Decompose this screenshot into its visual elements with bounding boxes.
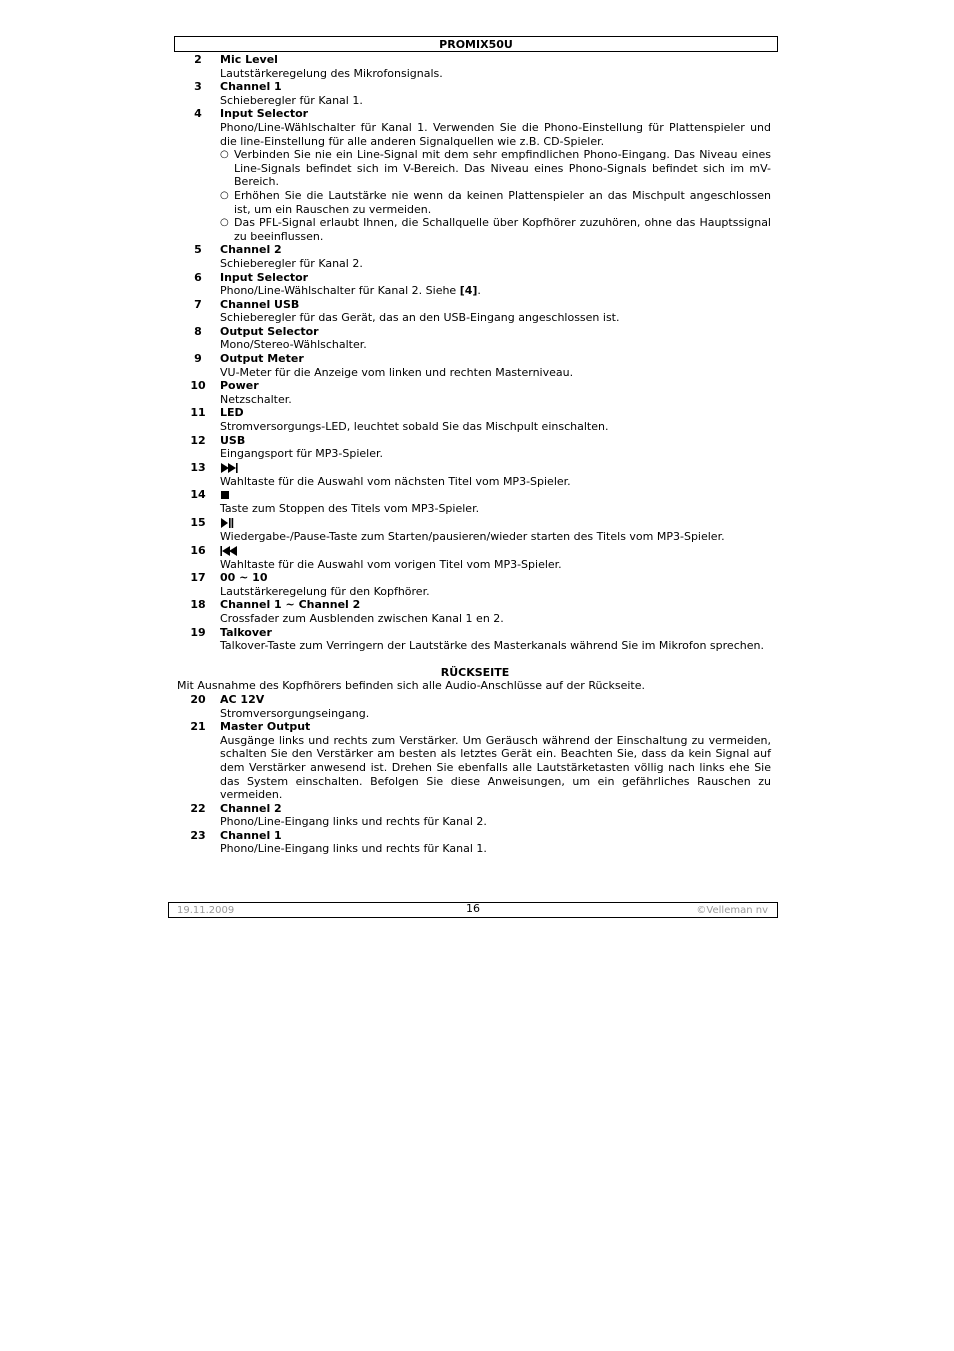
- item-description: [220, 284, 771, 298]
- section-intro: Mit Ausnahme des Kopfhörers befinden sich alle Audio-Anschlüsse auf der Rückseite.: [177, 679, 645, 693]
- circle-bullet-icon: ○: [220, 189, 229, 201]
- next-track-icon: [220, 463, 238, 473]
- bullet-item: [220, 148, 771, 189]
- list-item-21: [176, 720, 772, 802]
- item-description: Lautstärkeregelung des Mikrofonsignals.: [220, 66, 443, 80]
- list-item-8: [176, 325, 772, 352]
- item-description: Wiedergabe-/Pause-Taste zum Starten/pausieren/wieder starten des Titels vom MP3-Spieler.: [220, 530, 725, 543]
- item-title: Master Output: [220, 720, 311, 734]
- item-number: 18: [190, 598, 206, 612]
- item-number: 6: [194, 270, 202, 284]
- item-description-text: Phono/Line-Wählschalter für Kanal 2. Siehe: [220, 284, 460, 298]
- product-title: PROMIX50U: [439, 38, 513, 51]
- item-title: Talkover: [220, 625, 272, 639]
- item-title: LED: [220, 406, 244, 420]
- bullet-text: Erhöhen Sie die Lautstärke nie wenn da keinen Plattenspieler an das Mischpult angeschlossen ist, um ein Rauschen zu vermeiden.: [234, 188, 771, 216]
- play-pause-icon: [220, 518, 234, 528]
- item-description: Ausgänge links und rechts zum Verstärker. Um Geräusch während der Einschaltung zu vermeiden, schalten Sie den Verstärker am besten als letztes Gerät ein. Beachten Sie, dass da kein Signal auf dem Verstärker anwesend ist. Drehen Sie ebenfalls alle Lautstärketasten völlig nach links ehe Sie das System einschalten. Befolgen Sie diese Anweisungen, um ein gefährliches Rauschen zu vermeiden.: [220, 733, 771, 802]
- item-title: Output Meter: [220, 352, 304, 366]
- item-description: Schieberegler für Kanal 1.: [220, 93, 363, 107]
- item-description: Wahltaste für die Auswahl vom vorigen Titel vom MP3-Spieler.: [220, 557, 562, 571]
- list-item-16: [176, 544, 772, 572]
- item-description: Phono/Line-Eingang links und rechts für Kanal 2.: [220, 815, 487, 829]
- list-item-12: [176, 434, 772, 461]
- item-number: 19: [190, 625, 206, 639]
- item-title: Power: [220, 379, 259, 393]
- list-item-9: [176, 352, 772, 379]
- previous-track-icon: [220, 546, 238, 556]
- item-number: 17: [190, 571, 206, 585]
- cross-reference: [4]: [459, 284, 478, 298]
- list-item-22: [176, 802, 772, 829]
- item-number: 2: [194, 53, 202, 66]
- item-title: Mic Level: [220, 53, 278, 66]
- item-number: 14: [190, 488, 206, 502]
- stop-icon: [220, 490, 230, 500]
- item-description: Phono/Line-Wählschalter für Kanal 1. Verwenden Sie die Phono-Einstellung für Plattenspieler und die line-Einstellung für alle anderen Signalquellen wie z.B. CD-Spieler.: [220, 120, 771, 148]
- list-item-20: [176, 693, 772, 720]
- item-number: 20: [190, 692, 206, 706]
- item-description-end: .: [477, 284, 481, 298]
- item-number: 22: [190, 801, 206, 815]
- item-number: 12: [190, 433, 206, 447]
- list-item-10: [176, 379, 772, 406]
- item-title: Input Selector: [220, 107, 309, 121]
- bullet-text: Verbinden Sie nie ein Line-Signal mit dem sehr empfindlichen Phono-Eingang. Das Niveau eines Line-Signals befindet sich im V-Bereich. Das Niveau eines Phono-Signals befindet sich im mV-Bereich.: [234, 148, 771, 189]
- section-heading: RÜCKSEITE: [440, 665, 510, 679]
- item-description: Lautstärkeregelung für den Kopfhörer.: [220, 584, 430, 598]
- item-number: 8: [194, 324, 202, 338]
- item-description: Eingangsport für MP3-Spieler.: [220, 447, 384, 461]
- item-number: 3: [194, 80, 202, 94]
- list-item-11: [176, 406, 772, 433]
- item-title: AC 12V: [220, 692, 265, 706]
- item-description: Phono/Line-Eingang links und rechts für Kanal 1.: [220, 842, 487, 856]
- item-number: 4: [194, 107, 202, 121]
- item-title: 00 ~ 10: [220, 571, 268, 585]
- bullet-list: [220, 148, 771, 243]
- list-item-7: [176, 298, 772, 325]
- list-item-23: [176, 829, 772, 856]
- circle-bullet-icon: ○: [220, 217, 229, 229]
- item-description: VU-Meter für die Anzeige vom linken und rechten Masterniveau.: [220, 365, 574, 379]
- item-title: Channel 2: [220, 243, 282, 257]
- list-item-19: [176, 626, 772, 653]
- item-number: 9: [194, 352, 202, 366]
- list-item-14: [176, 488, 772, 516]
- list-item-18: [176, 598, 772, 625]
- item-description: Netzschalter.: [220, 392, 292, 406]
- list-item-13: [176, 461, 772, 489]
- item-description: Schieberegler für das Gerät, das an den USB-Eingang angeschlossen ist.: [220, 311, 620, 325]
- list-item-4: [176, 107, 772, 243]
- item-description: Stromversorgungseingang.: [220, 706, 370, 720]
- item-description: Wahltaste für die Auswahl vom nächsten Titel vom MP3-Spieler.: [220, 474, 571, 488]
- list-item-5: [176, 243, 772, 270]
- item-number: 5: [194, 243, 202, 257]
- list-item-17: [176, 571, 772, 598]
- item-description: Taste zum Stoppen des Titels vom MP3-Spieler.: [220, 502, 480, 516]
- document-footer: [168, 902, 778, 918]
- item-number: 23: [190, 828, 206, 842]
- item-title: Channel USB: [220, 297, 300, 311]
- item-description: Mono/Stereo-Wählschalter.: [220, 338, 367, 352]
- footer-date: 19.11.2009: [177, 905, 235, 916]
- footer-copyright: ©Velleman nv: [696, 905, 768, 916]
- item-description: Schieberegler für Kanal 2.: [220, 256, 363, 270]
- bullet-item: [220, 216, 771, 243]
- page-number: 16: [466, 902, 480, 915]
- list-item-3: [176, 80, 772, 107]
- item-title: Channel 1 ~ Channel 2: [220, 598, 361, 612]
- item-description: Talkover-Taste zum Verringern der Lautstärke des Masterkanals während Sie im Mikrofon sprechen.: [220, 639, 764, 653]
- item-number: 16: [190, 543, 206, 557]
- list-item-15: [176, 516, 772, 544]
- item-description: Crossfader zum Ausblenden zwischen Kanal 1 en 2.: [220, 611, 504, 625]
- item-description: Stromversorgungs-LED, leuchtet sobald Sie das Mischpult einschalten.: [220, 420, 609, 434]
- item-number: 7: [194, 297, 202, 311]
- item-number: 15: [190, 516, 206, 529]
- item-number: 13: [190, 460, 206, 474]
- bullet-item: [220, 189, 771, 216]
- item-title: USB: [220, 433, 246, 447]
- item-title: Input Selector: [220, 270, 309, 284]
- document-body: [176, 53, 772, 856]
- document-header: [174, 36, 778, 52]
- item-title: Channel 1: [220, 80, 282, 94]
- list-item-6: [176, 271, 772, 298]
- list-item-2: [176, 53, 772, 80]
- circle-bullet-icon: ○: [220, 149, 229, 161]
- item-number: 10: [190, 379, 206, 393]
- item-title: Channel 2: [220, 801, 282, 815]
- bullet-text: Das PFL-Signal erlaubt Ihnen, die Schallquelle über Kopfhörer zuzuhören, ohne das Hauptssignal zu beeinflussen.: [234, 216, 771, 243]
- item-number: 21: [190, 720, 206, 734]
- item-number: 11: [190, 406, 206, 420]
- item-title: Output Selector: [220, 324, 319, 338]
- item-title: Channel 1: [220, 828, 282, 842]
